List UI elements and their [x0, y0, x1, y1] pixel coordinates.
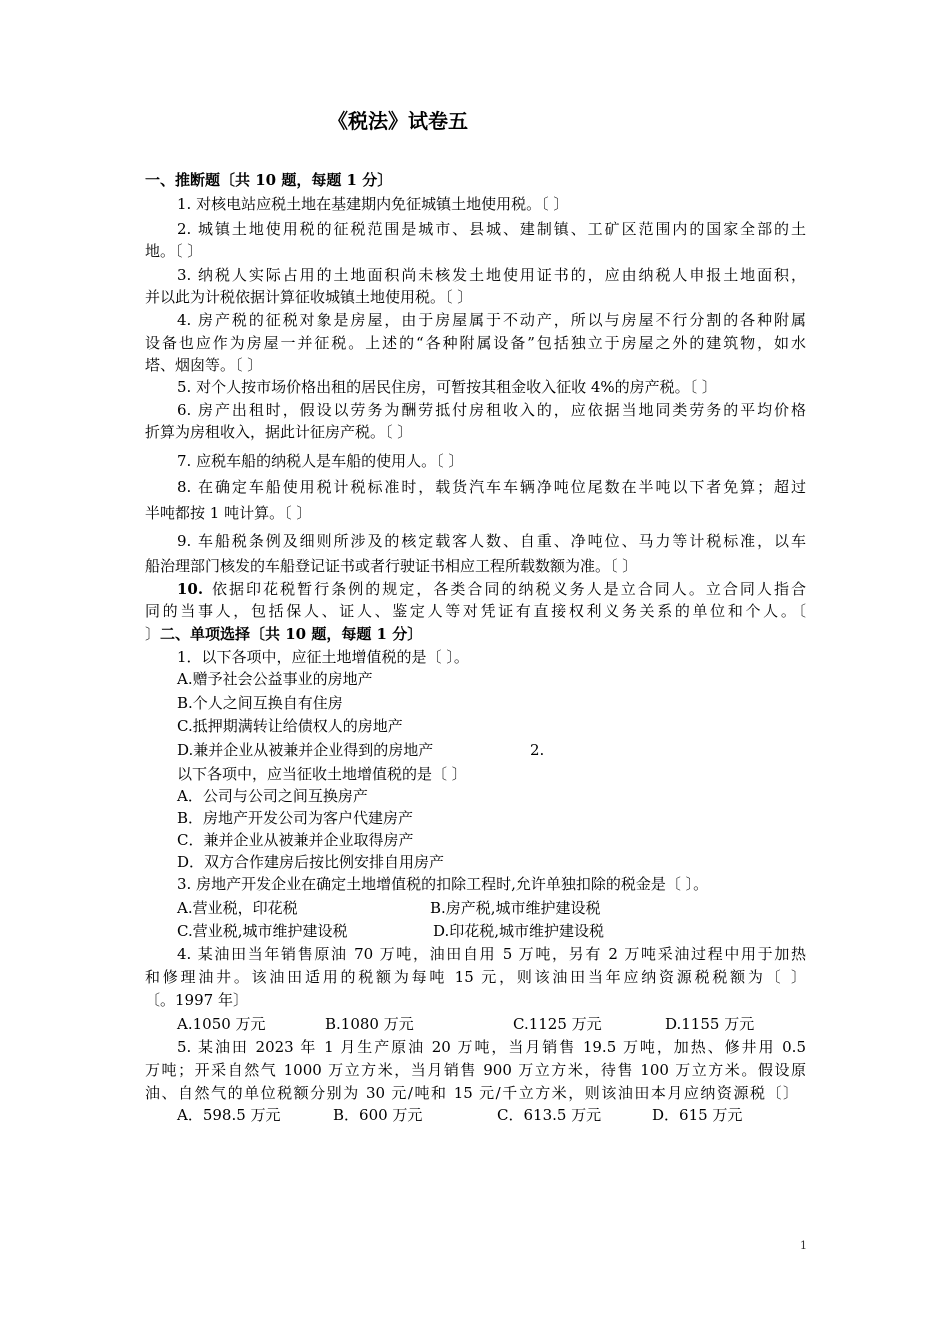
option-line: D.1155 万元	[665, 1015, 755, 1033]
question-line: 并以此为计税依据计算征收城镇土地使用税。〔 〕	[145, 288, 473, 306]
option-line: C.营业税,城市维护建设税	[177, 922, 348, 940]
option-line: B．600 万元	[333, 1106, 423, 1124]
option-line: D.印花税,城市维护建设税	[433, 922, 605, 940]
question-line: 3. 房地产开发企业在确定土地增值税的扣除工程时,允许单独扣除的税金是〔 〕。	[177, 875, 709, 893]
question-line: 同的当事人，包括保人、证人、鉴定人等对凭证有直接权利义务关系的单位和个人。〔	[145, 602, 806, 620]
bracket-close: 〕	[145, 625, 161, 643]
question-line: 船治理部门核发的车船登记证书或者行驶证书相应工程所载数额为准。〔 〕	[145, 557, 638, 575]
question-line: 1. 对核电站应税土地在基建期内免征城镇土地使用税。〔 〕	[177, 195, 569, 213]
question-number: 10.	[177, 580, 204, 598]
question-line: 5. 对个人按市场价格出租的居民住房，可暂按其租金收入征收 4%的房产税。〔 〕	[177, 378, 717, 396]
question-line: 〔。1997 年〕	[145, 991, 248, 1009]
question-line: 油、自然气的单位税额分别为 30 元/吨和 15 元/千立方米，则该油田本月应纳资源税〔〕	[145, 1084, 798, 1102]
section-heading: 二、单项选择〔共 10 题，每题 1 分〕	[160, 625, 423, 643]
question-number: 2.	[530, 741, 545, 759]
question-line: 2. 城镇土地使用税的征税范围是城市、县城、建制镇、工矿区范围内的国家全部的土	[177, 220, 806, 238]
question-line: 以下各项中，应当征收土地增值税的是〔 〕	[177, 765, 467, 783]
question-line: 9. 车船税条例及细则所涉及的核定载客人数、自重、净吨位、马力等计税标准，以车	[177, 532, 806, 550]
page-title: 《税法》试卷五	[328, 109, 468, 133]
question-line: 依据印花税暂行条例的规定，各类合同的纳税义务人是立合同人。立合同人指合	[212, 580, 806, 598]
option-line: B．房地产开发公司为客户代建房产	[177, 809, 414, 827]
option-line: C.1125 万元	[513, 1015, 602, 1033]
question-line: 3. 纳税人实际占用的土地面积尚未核发土地使用证书的，应由纳税人申报土地面积，	[177, 266, 806, 284]
option-line: A．598.5 万元	[177, 1106, 281, 1124]
option-line: B.个人之间互换自有住房	[177, 694, 343, 712]
question-line: 设备也应作为房屋一并征税。上述的“各种附属设备”包括独立于房屋之外的建筑物，如水	[145, 334, 806, 352]
question-line: 半吨都按 1 吨计算。〔 〕	[145, 504, 312, 522]
option-line: C．兼并企业从被兼并企业取得房产	[177, 831, 414, 849]
option-line: B.1080 万元	[325, 1015, 414, 1033]
option-line: D.兼并企业从被兼并企业得到的房地产	[177, 741, 434, 759]
question-line: 地。〔 〕	[145, 242, 203, 260]
option-line: D．615 万元	[652, 1106, 743, 1124]
option-line: A．公司与公司之间互换房产	[177, 787, 368, 805]
question-line: 6. 房产出租时，假设以劳务为酬劳抵付房租收入的，应依据当地同类劳务的平均价格	[177, 401, 806, 419]
question-line: 8. 在确定车船使用税计税标准时，载货汽车车辆净吨位尾数在半吨以下者免算；超过	[177, 478, 806, 496]
option-line: B.房产税,城市维护建设税	[430, 899, 601, 917]
question-line: 1．以下各项中，应征土地增值税的是〔 〕。	[177, 648, 469, 666]
section-heading: 一、推断题〔共 10 题，每题 1 分〕	[145, 171, 393, 189]
option-line: D．双方合作建房后按比例安排自用房产	[177, 853, 445, 871]
question-line: 4. 某油田当年销售原油 70 万吨，油田自用 5 万吨，另有 2 万吨采油过程中用于加热	[177, 945, 806, 963]
page-number: 1	[800, 1239, 807, 1252]
option-line: C．613.5 万元	[497, 1106, 602, 1124]
option-line: C.抵押期满转让给债权人的房地产	[177, 717, 403, 735]
option-line: A.营业税，印花税	[177, 899, 298, 917]
question-line: 折算为房租收入，据此计征房产税。〔 〕	[145, 423, 413, 441]
question-line: 4. 房产税的征税对象是房屋，由于房屋属于不动产，所以与房屋不行分割的各种附属	[177, 311, 806, 329]
question-line: 7. 应税车船的纳税人是车船的使用人。〔 〕	[177, 452, 464, 470]
option-line: A.1050 万元	[177, 1015, 266, 1033]
question-line: 塔、烟囱等。〔 〕	[145, 356, 263, 374]
question-line: 万吨；开采自然气 1000 万立方米，当月销售 900 万立方米，待售 100 万立方米。假设原	[145, 1061, 806, 1079]
option-line: A.赠予社会公益事业的房地产	[177, 670, 373, 688]
question-line: 和修理油井。该油田适用的税额为每吨 15 元，则该油田当年应纳资源税税额为〔 〕	[145, 968, 806, 986]
question-line: 5. 某油田 2023 年 1 月生产原油 20 万吨，当月销售 19.5 万吨，加热、修井用 0.5	[177, 1038, 806, 1056]
